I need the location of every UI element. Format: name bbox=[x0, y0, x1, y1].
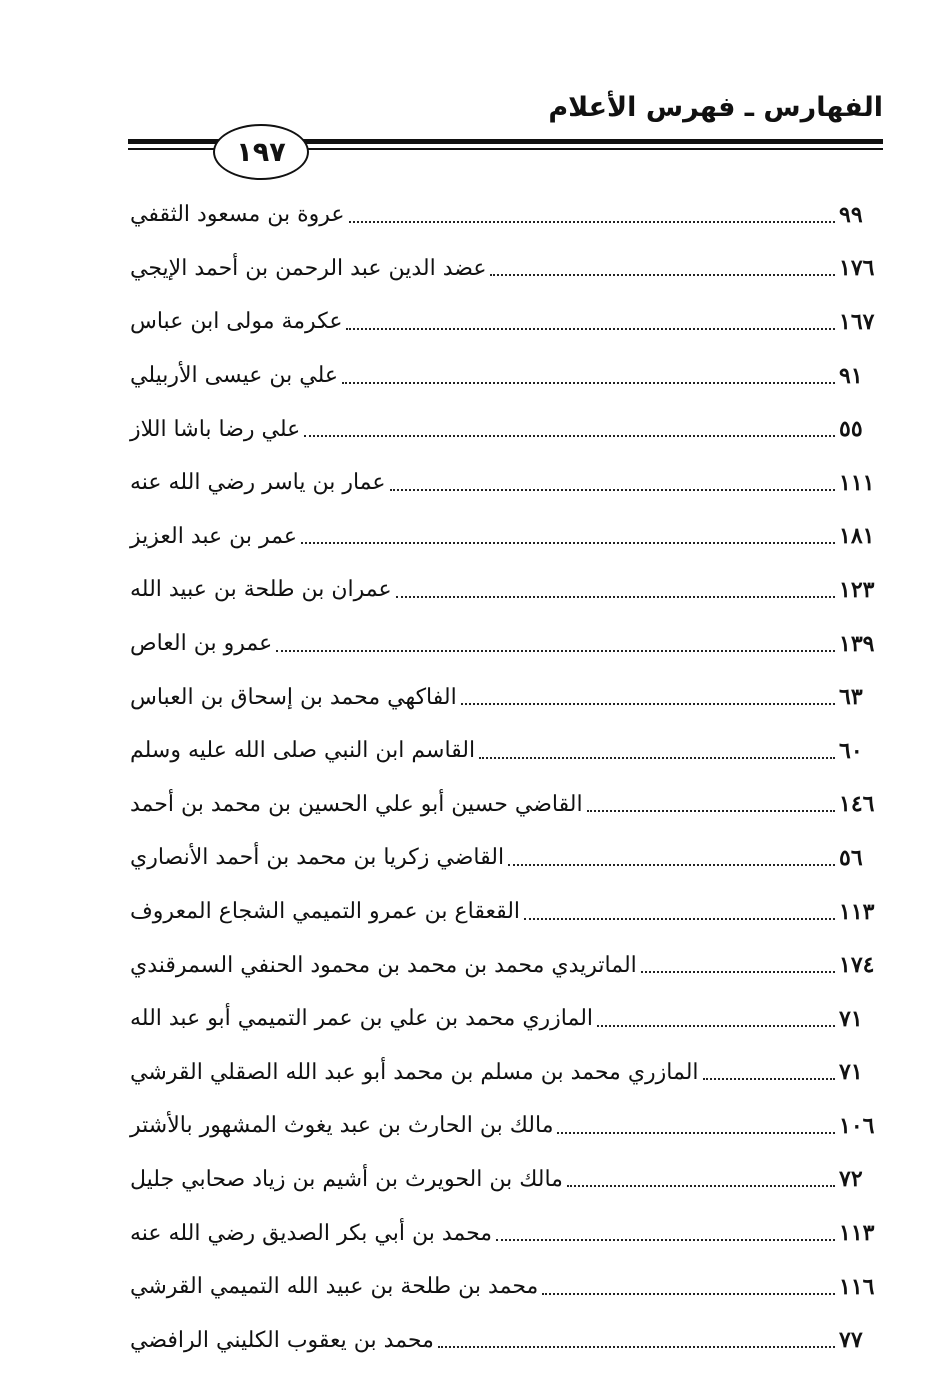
dot-leader bbox=[490, 274, 835, 276]
index-entry bbox=[130, 563, 885, 617]
entry-page-number: ٩٩ bbox=[839, 201, 863, 228]
entry-page-number: ٥٥ bbox=[839, 416, 863, 443]
entry-name: مالك بن الحويرث بن أشيم بن زياد صحابي جليل bbox=[130, 1166, 563, 1192]
entry-name: القعقاع بن عمرو التميمي الشجاع المعروف bbox=[130, 899, 521, 925]
entry-name: عكرمة مولى ابن عباس bbox=[130, 309, 343, 335]
entry-page-number: ٧٢ bbox=[839, 1166, 863, 1193]
entry-name: المازري محمد بن مسلم بن محمد أبو عبد الله الصقلي القرشي bbox=[130, 1059, 699, 1085]
dot-leader bbox=[641, 971, 835, 973]
entry-name: القاسم ابن النبي صلى الله عليه وسلم bbox=[130, 738, 476, 764]
entry-name: علي بن عيسى الأربيلي bbox=[130, 363, 338, 389]
entry-name: عمر بن عبد العزيز bbox=[130, 523, 297, 549]
index-entry bbox=[130, 617, 885, 671]
entry-page-number: ١٦٧ bbox=[839, 308, 875, 335]
entry-name: القاضي زكريا بن محمد بن أحمد الأنصاري bbox=[130, 845, 505, 871]
index-entry bbox=[130, 295, 885, 349]
dot-leader bbox=[524, 918, 835, 920]
index-entry bbox=[130, 349, 885, 403]
running-header: الفهارس ـ فهرس الأعلام bbox=[548, 92, 883, 123]
entry-name: عروة بن مسعود الثقفي bbox=[130, 202, 345, 228]
entry-page-number: ٦٣ bbox=[839, 684, 863, 711]
entry-page-number: ١٣٩ bbox=[839, 630, 875, 657]
dot-leader bbox=[396, 596, 835, 598]
dot-leader bbox=[349, 221, 836, 223]
entry-name: الماتريدي محمد بن محمد بن محمود الحنفي السمرقندي bbox=[130, 952, 637, 978]
index-entry bbox=[130, 188, 885, 242]
index-entry bbox=[130, 1260, 885, 1314]
index-entry bbox=[130, 992, 885, 1046]
dot-leader bbox=[276, 650, 835, 652]
index-entry bbox=[130, 402, 885, 456]
entry-name: عمرو بن العاص bbox=[130, 631, 273, 657]
dot-leader bbox=[390, 489, 835, 491]
index-entry bbox=[130, 242, 885, 296]
dot-leader bbox=[342, 382, 835, 384]
index-entry bbox=[130, 885, 885, 939]
entry-page-number: ١١٣ bbox=[839, 1220, 875, 1247]
dot-leader bbox=[703, 1078, 835, 1080]
entry-page-number: ١٧٦ bbox=[839, 255, 875, 282]
index-entry bbox=[130, 724, 885, 778]
entry-name: عمار بن ياسر رضي الله عنه bbox=[130, 470, 386, 496]
entry-page-number: ٧١ bbox=[839, 1059, 863, 1086]
index-entry bbox=[130, 456, 885, 510]
entry-page-number: ٥٦ bbox=[839, 844, 863, 871]
index-entry bbox=[130, 1206, 885, 1260]
entry-name: عمران بن طلحة بن عبيد الله bbox=[130, 577, 392, 603]
entry-page-number: ١٤٦ bbox=[839, 791, 875, 818]
entry-name: المازري محمد بن علي بن عمر التميمي أبو عبد الله bbox=[130, 1006, 594, 1032]
index-entry bbox=[130, 1046, 885, 1100]
entry-page-number: ٦٠ bbox=[839, 737, 863, 764]
index-entry bbox=[130, 1153, 885, 1207]
index-entry bbox=[130, 778, 885, 832]
entry-name: علي رضا باشا اللاز bbox=[130, 416, 301, 442]
entry-page-number: ١٧٤ bbox=[839, 952, 875, 979]
entry-name: عضد الدين عبد الرحمن بن أحمد الإيجي bbox=[130, 255, 487, 281]
dot-leader bbox=[304, 435, 835, 437]
index-entry bbox=[130, 670, 885, 724]
index-entry bbox=[130, 1313, 885, 1367]
entry-name: محمد بن أبي بكر الصديق رضي الله عنه bbox=[130, 1220, 493, 1246]
dot-leader bbox=[301, 542, 835, 544]
entry-name: القاضي حسين أبو علي الحسين بن محمد بن أحمد bbox=[130, 791, 583, 817]
dot-leader bbox=[438, 1346, 835, 1348]
index-entry bbox=[130, 831, 885, 885]
dot-leader bbox=[542, 1293, 835, 1295]
entry-page-number: ١٠٦ bbox=[839, 1112, 875, 1139]
dot-leader bbox=[597, 1025, 835, 1027]
dot-leader bbox=[346, 328, 835, 330]
index-entry bbox=[130, 938, 885, 992]
dot-leader bbox=[461, 703, 835, 705]
entry-page-number: ١١٦ bbox=[839, 1273, 875, 1300]
entry-name: محمد بن يعقوب الكليني الرافضي bbox=[130, 1327, 434, 1353]
entry-page-number: ١١١ bbox=[839, 469, 875, 496]
dot-leader bbox=[496, 1239, 835, 1241]
entry-page-number: ١١٣ bbox=[839, 898, 875, 925]
entry-page-number: ٧١ bbox=[839, 1005, 863, 1032]
index-list bbox=[130, 188, 885, 1367]
dot-leader bbox=[508, 864, 835, 866]
entry-page-number: ٩١ bbox=[839, 362, 863, 389]
entry-page-number: ٧٧ bbox=[839, 1327, 863, 1354]
dot-leader bbox=[557, 1132, 835, 1134]
index-entry bbox=[130, 1099, 885, 1153]
dot-leader bbox=[479, 757, 835, 759]
page-number-badge: ١٩٧ bbox=[213, 124, 309, 180]
entry-name: الفاكهي محمد بن إسحاق بن العباس bbox=[130, 684, 457, 710]
entry-name: مالك بن الحارث بن عبد يغوث المشهور بالأشتر bbox=[130, 1113, 554, 1139]
entry-name: محمد بن طلحة بن عبيد الله التميمي القرشي bbox=[130, 1274, 539, 1300]
entry-page-number: ١٢٣ bbox=[839, 576, 875, 603]
entry-page-number: ١٨١ bbox=[839, 523, 875, 550]
dot-leader bbox=[567, 1185, 835, 1187]
dot-leader bbox=[587, 810, 835, 812]
index-entry bbox=[130, 510, 885, 564]
